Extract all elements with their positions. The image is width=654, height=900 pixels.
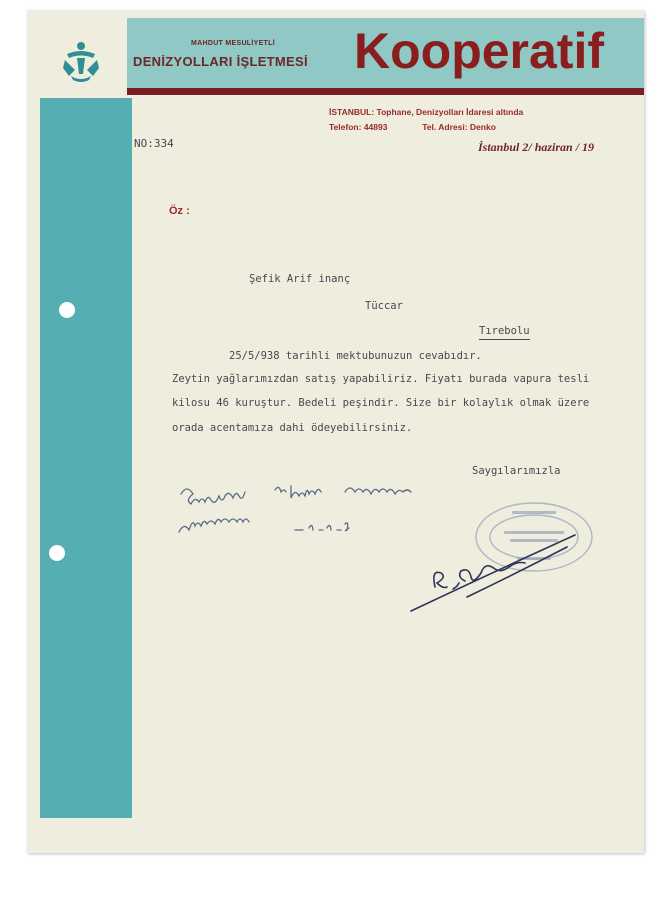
signature-mark-icon (407, 525, 587, 615)
phone-number: 44893 (363, 122, 388, 132)
body-line: kilosu 46 kuruştur. Bedeli peşindir. Size bir kolaylık olmak üzere (172, 397, 590, 409)
liability-text: MAHDUT MESULİYETLİ (191, 40, 275, 47)
body-line: 25/5/938 tarihli mektubunuzun cevabıdır. (229, 350, 482, 362)
subject-label: Öz : (169, 205, 190, 217)
punch-hole (59, 302, 75, 318)
address-label: İSTANBUL: (329, 107, 375, 117)
address-line (329, 107, 523, 117)
address-text: Tophane, Denizyolları İdaresi altında (376, 107, 524, 117)
body-line: orada acentamıza dahi ödeyebilirsiniz. (172, 422, 413, 434)
letter-date: İstanbul 2/ haziran / 19 (478, 140, 595, 154)
recipient-city: Tırebolu (479, 325, 530, 340)
reference-number: NO:334 (134, 137, 174, 150)
telegraph-label: Tel. Adresi: (422, 122, 468, 132)
letter-sheet (27, 10, 644, 853)
department-name: DENİZYOLLARI İŞLETMESİ (133, 54, 308, 69)
recipient-title: Tüccar (365, 300, 403, 312)
phone-line (329, 122, 496, 132)
header-maroon-rule (127, 88, 644, 95)
punch-hole (49, 545, 65, 561)
phone-label: Telefon: (329, 122, 362, 132)
recipient-name: Şefik Arif inanç (249, 273, 351, 285)
closing-salutation: Saygılarımızla (472, 465, 561, 477)
anchor-emblem-icon (61, 40, 101, 82)
left-teal-band (40, 98, 132, 818)
telegraph-address: Denko (469, 122, 496, 132)
brand-name: Kooperatif (354, 23, 604, 79)
body-line: Zeytin yağlarımızdan satış yapabiliriz. Fiyatı burada vapura tesli (172, 373, 590, 385)
